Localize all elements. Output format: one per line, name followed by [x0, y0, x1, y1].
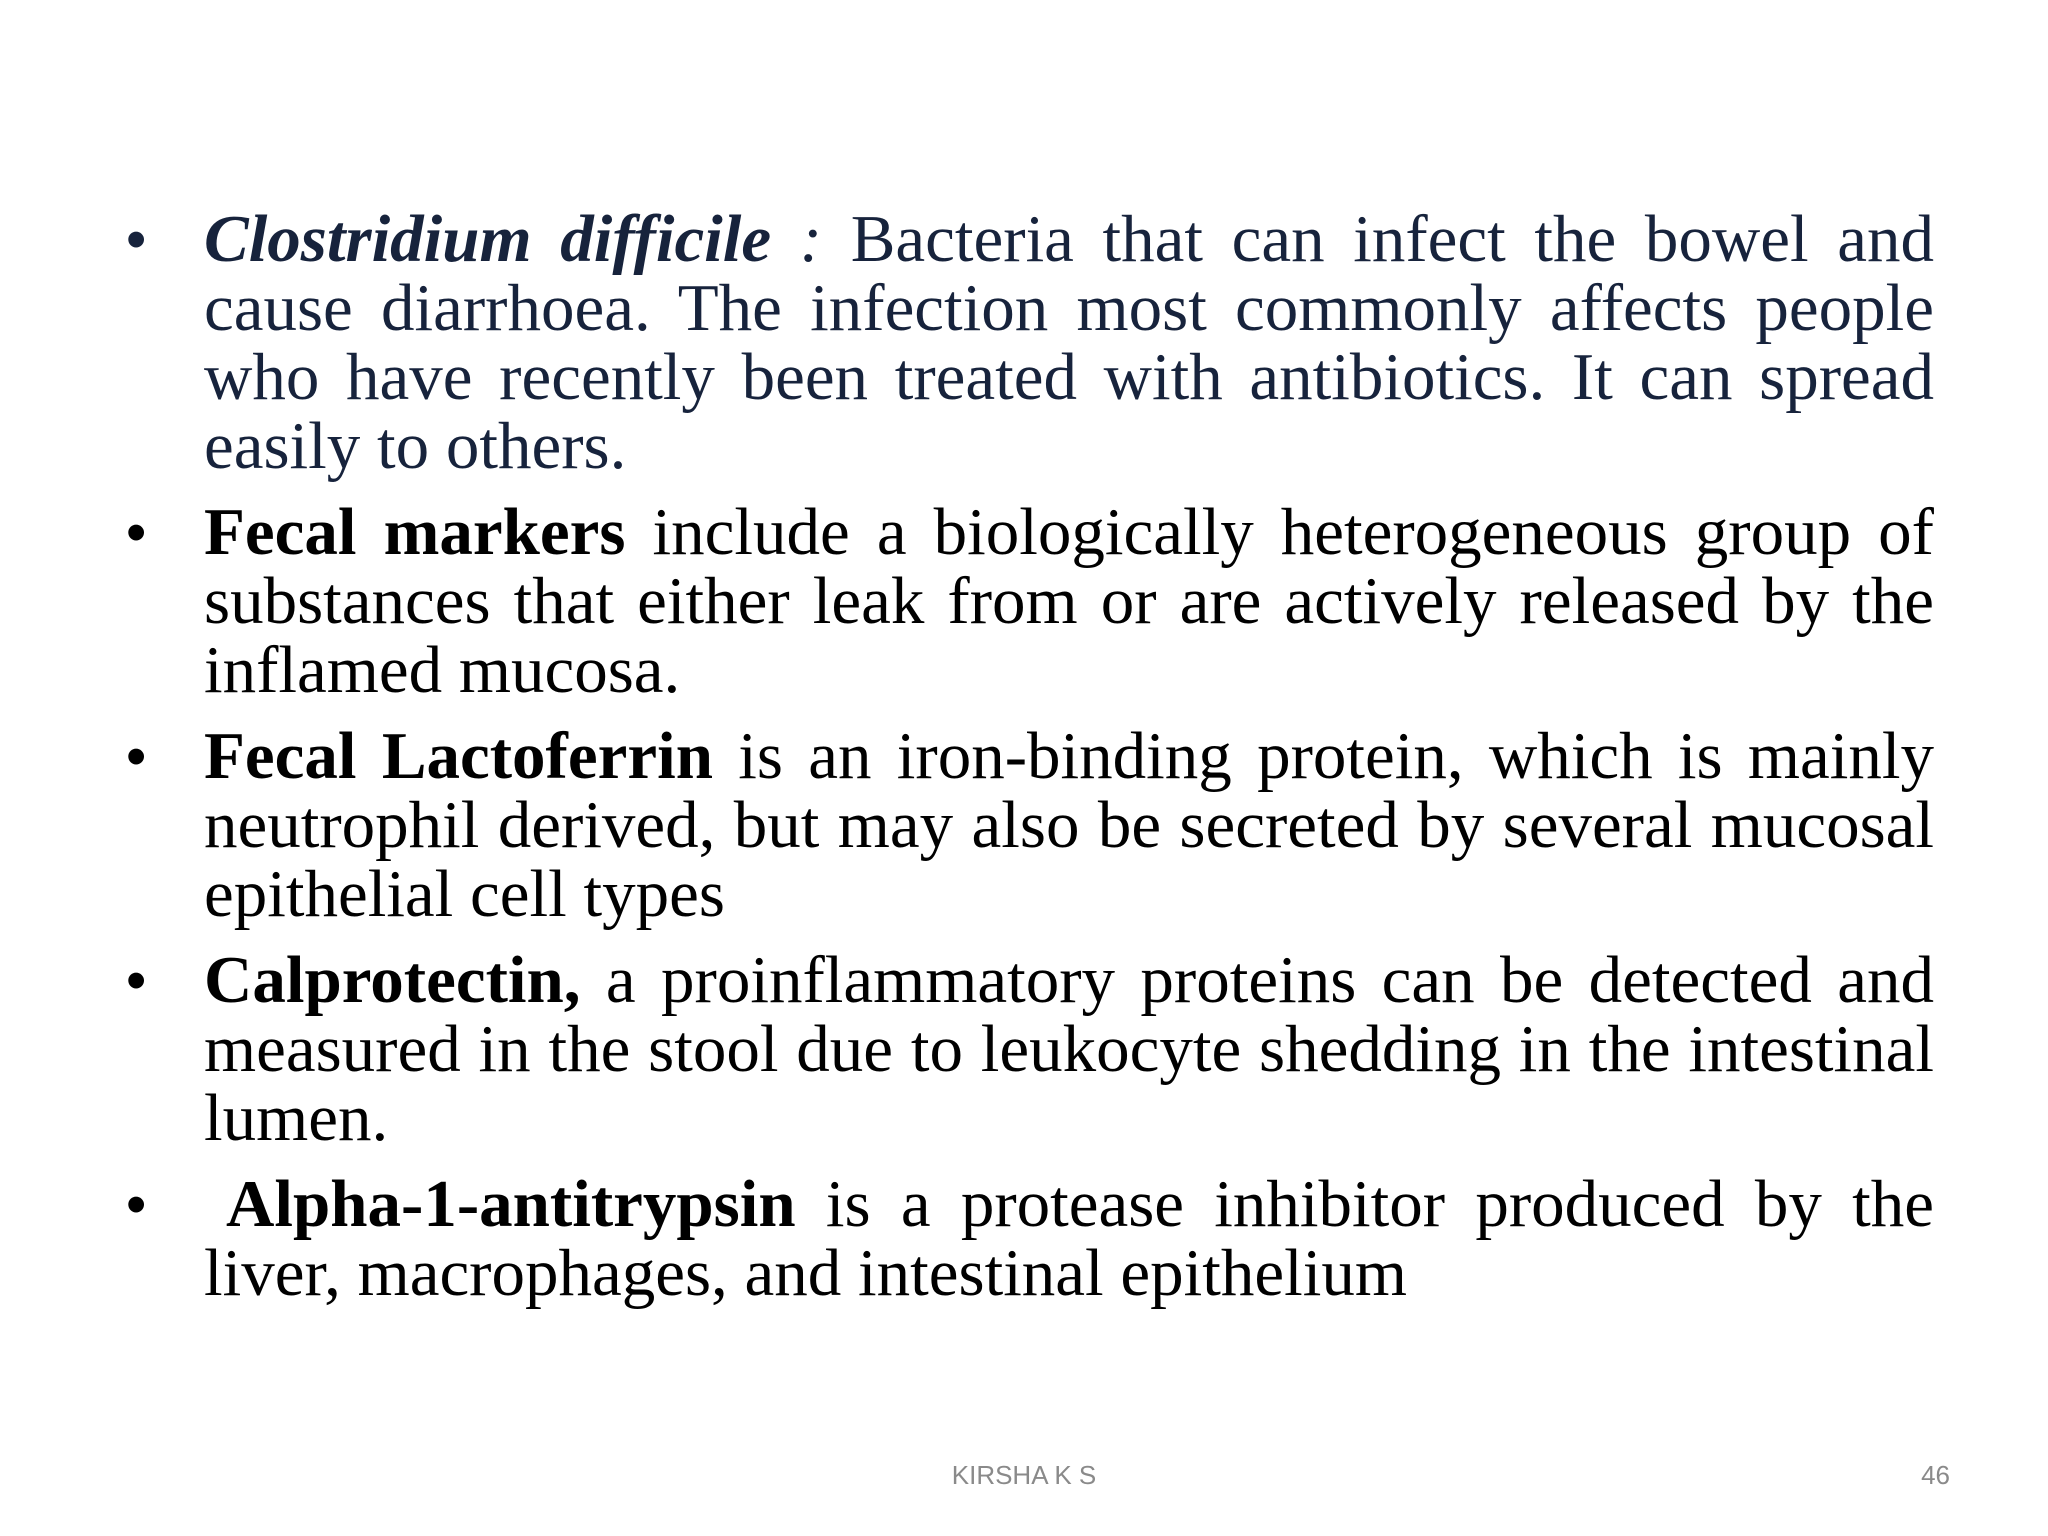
bullet-separator: : — [771, 202, 851, 276]
bullet-calprotectin — [124, 943, 1934, 1155]
bullet-text: is an iron-binding protein, which is mainly neutrophil derived, but may also be secreted by several mucosal epithelial cell types — [204, 719, 1935, 931]
bullet-term: Fecal markers — [204, 495, 626, 569]
bullet-text: a proinflammatory proteins can be detected and measured in the stool due to leukocyte shedding in the intestinal lumen. — [204, 943, 1934, 1155]
footer-page-number: 46 — [1921, 1460, 1950, 1490]
bullet-fecal-lactoferrin — [124, 719, 1935, 931]
bullet-text: include a biologically heterogeneous group of substances that either leak from or are actively released by the inflamed mucosa. — [204, 495, 1934, 707]
bullet-clostridium-difficile — [124, 202, 1934, 483]
bullet-term: Fecal Lactoferrin — [204, 719, 713, 793]
bullet-text: Bacteria that can infect the bowel and cause diarrhoea. The infection most commonly affects people who have recently been treated with antibiotics. It can spread easily to others. — [204, 202, 1934, 483]
bullet-term: Clostridium difficile — [204, 202, 772, 276]
slide-content — [124, 202, 1935, 1325]
bullet-alpha-1-antitrypsin — [124, 1167, 1934, 1310]
bullet-list — [124, 202, 1935, 1310]
bullet-text: is a protease inhibitor produced by the liver, macrophages, and intestinal epithelium — [204, 1167, 1934, 1310]
bullet-fecal-markers — [124, 495, 1934, 707]
footer-author: KIRSHA K S — [951, 1460, 1097, 1490]
bullet-term: Calprotectin, — [204, 943, 581, 1017]
bullet-term: Alpha-1-antitrypsin — [226, 1167, 796, 1241]
